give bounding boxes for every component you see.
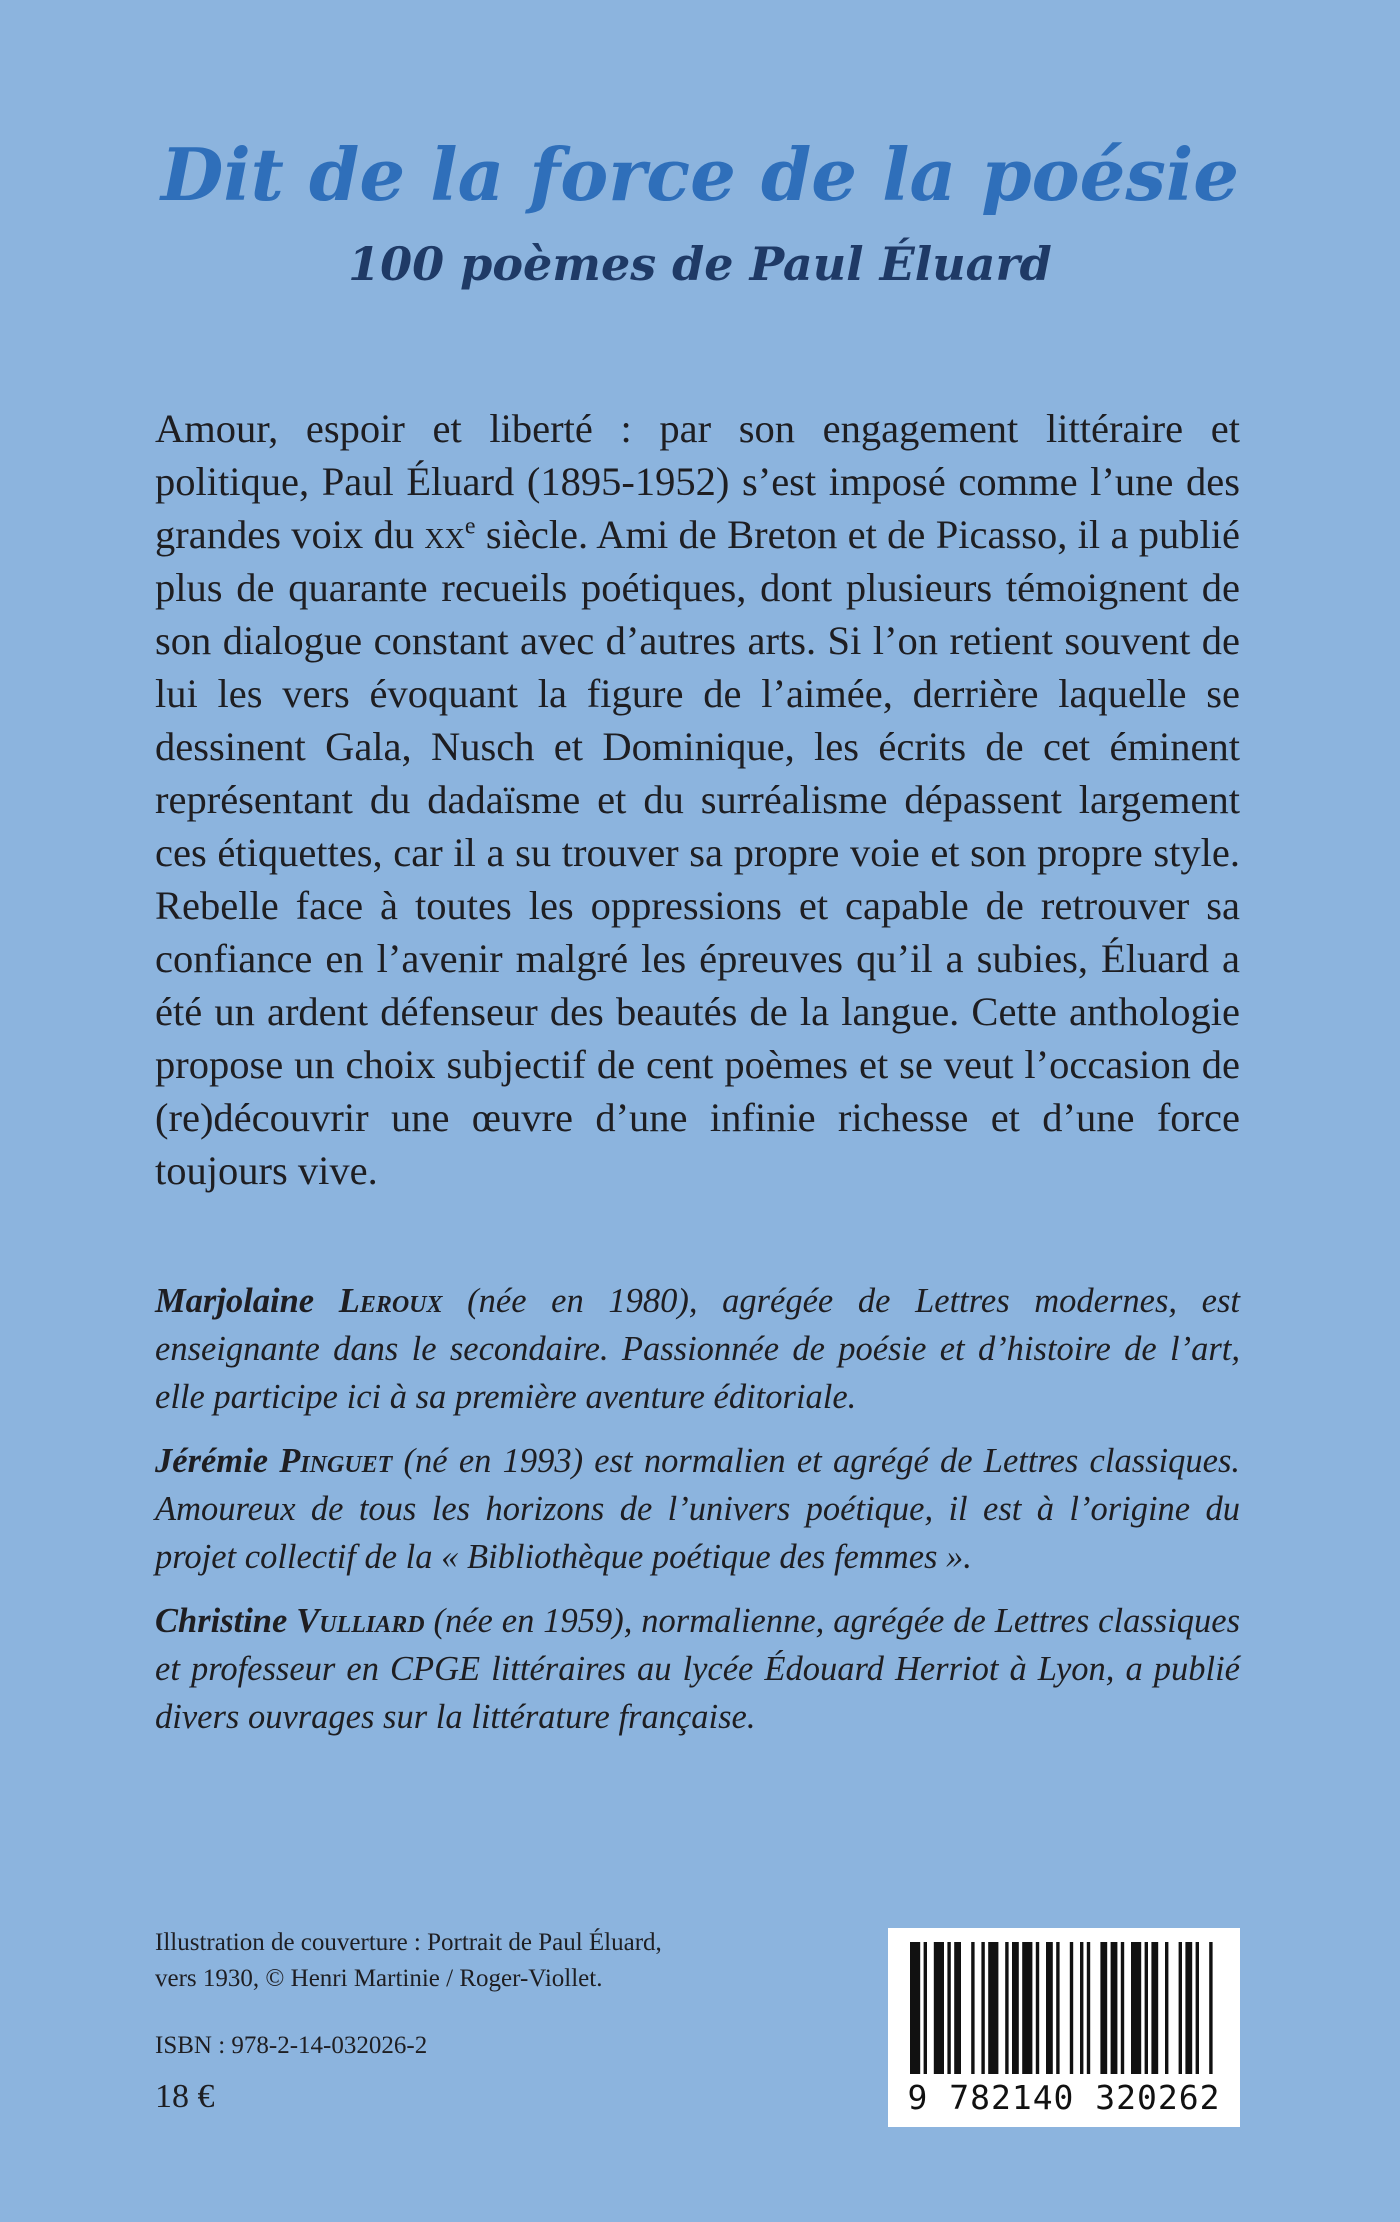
book-subtitle: 100 poèmes de Paul Éluard — [348, 237, 1052, 291]
barcode-bar — [1080, 1942, 1083, 2074]
barcode-bar — [1100, 1942, 1107, 2074]
barcode-bar — [1022, 1942, 1032, 2074]
author-bio — [155, 1597, 1240, 1741]
author-bio-text: (né en 1993) est normalien et agrégé de Lettres classiques. Amoureux de tous les horizons de l’univers poétique, il est à l’origine du projet collectif de la « Bibliothèque poétique des femmes ». — [155, 1442, 1240, 1576]
barcode-bar — [1185, 1942, 1192, 2074]
author-last-name: Leroux — [338, 1282, 443, 1320]
book-title: Dit de la force de la poésie — [160, 132, 1240, 217]
barcode-bar — [934, 1942, 944, 2074]
barcode-bar — [988, 1942, 998, 2074]
century-numeral: xx — [424, 512, 465, 557]
barcode-bar — [1056, 1942, 1059, 2074]
summary-paragraph — [155, 402, 1240, 1197]
author-bio — [155, 1277, 1240, 1421]
barcode-bar — [1179, 1942, 1182, 2074]
cover-illustration-credit — [155, 1925, 775, 1997]
barcode-bar — [1151, 1942, 1158, 2074]
summary-part-1: Amour, espoir et liberté : par son engagement littéraire et politique, Paul Éluard (1895-1952) s’est imposé comme l’une des grandes voix du — [155, 406, 1240, 557]
author-bio-text: (née en 1980), agrégée de Lettres modernes, est enseignante dans le secondaire. Passionnée de poésie et d’histoire de l’art, elle participe ici à sa première aventure éditoriale. — [155, 1282, 1240, 1416]
author-name — [155, 1602, 425, 1640]
summary-part-2: siècle. Ami de Breton et de Picasso, il a publié plus de quarante recueils poétiques, dont plusieurs témoignent de son dialogue constant avec d’autres arts. Si l’on retient souvent de lui les vers évoquant la figure de l’aimée, derrière laquelle se dessinent Gala, Nusch et Dominique, les écrits de cet éminent représentant du dadaïsme et du surréalisme dépassent largement ces étiquettes, car il a su trouver sa propre voie et son propre style. Rebelle face à toutes les oppressions et capable de retrouver sa confiance en l’avenir malgré les épreuves qu’il a subies, Éluard a été un ardent défenseur des beautés de la langue. Cette anthologie propose un choix subjectif de cent poèmes et se veut l’occasion de (re)découvrir une œuvre d’une infinie richesse et d’une force toujours vive. — [155, 512, 1240, 1193]
barcode — [888, 1928, 1240, 2127]
barcode-bar — [954, 1942, 961, 2074]
barcode-bar — [947, 1942, 950, 2074]
barcode-bar — [1005, 1942, 1008, 2074]
barcode-bar — [1165, 1942, 1168, 2074]
barcode-bar — [1131, 1942, 1141, 2074]
author-bio-text: (née en 1959), normalienne, agrégée de Lettres classiques et professeur en CPGE littéraires au lycée Édouard Herriot à Lyon, a publié divers ouvrages sur la littérature française. — [155, 1602, 1241, 1736]
barcode-bars — [888, 1928, 1240, 2078]
credit-line-1: Illustration de couverture : Portrait de Paul Éluard, — [155, 1929, 662, 1956]
barcode-bar — [1012, 1942, 1019, 2074]
author-bios — [155, 1277, 1240, 1757]
author-first-name: Jérémie — [155, 1442, 269, 1480]
author-first-name: Marjolaine — [155, 1282, 315, 1320]
barcode-bar — [1070, 1942, 1073, 2074]
price: 18 € — [155, 2078, 215, 2115]
barcode-bar — [1087, 1942, 1090, 2074]
barcode-bar — [924, 1942, 927, 2074]
barcode-bar — [1111, 1942, 1118, 2074]
author-first-name: Christine — [155, 1602, 288, 1640]
barcode-bar — [971, 1942, 974, 2074]
author-last-name: Pinguet — [279, 1442, 393, 1480]
barcode-bar — [910, 1942, 920, 2074]
author-name — [155, 1442, 392, 1480]
barcode-bar — [1046, 1942, 1053, 2074]
author-last-name: Vulliard — [296, 1602, 425, 1640]
barcode-bar — [1036, 1942, 1039, 2074]
barcode-bar — [1196, 1942, 1199, 2074]
barcode-bar — [1145, 1942, 1148, 2074]
century-superscript: e — [464, 513, 476, 540]
barcode-digits: 9 782140 320262 — [907, 2078, 1221, 2117]
author-bio — [155, 1437, 1240, 1581]
barcode-bar — [981, 1942, 984, 2074]
credit-line-2: vers 1930, © Henri Martinie / Roger-Viollet. — [155, 1965, 603, 1992]
isbn: ISBN : 978-2-14-032026-2 — [155, 2032, 428, 2059]
barcode-bar — [1209, 1942, 1212, 2074]
author-name — [155, 1282, 443, 1320]
barcode-bar — [1121, 1942, 1124, 2074]
